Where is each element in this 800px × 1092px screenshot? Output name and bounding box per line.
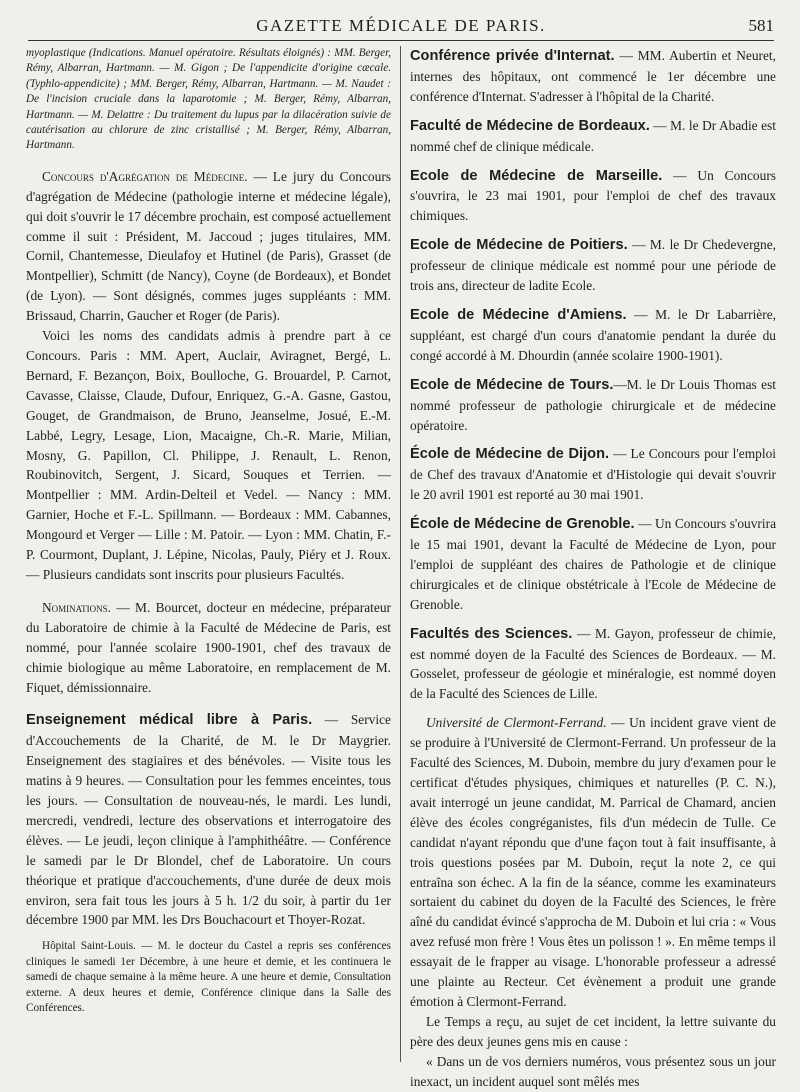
- column-rule: [400, 46, 401, 1062]
- internat-paragraph: [410, 46, 776, 107]
- candidates-paragraph: Voici les noms des candidats admis à prendre part à ce Concours. Paris : MM. Apert, Auclair, Aviragnet, Bergé, L. Bernard, F. Bezançon, Boix, Boulloche, G. Brouardel, P. Carnot, Cavasse, Claisse, Claude, Dufour, Enriquez, G.-A. Gasne, Gastou, Gouget, de Grandmaison, de Bruno, Jeanselme, Josué, E.-M. Labbé, Legry, Lesage, Lion, Macaigne, Ch.-R. Marie, Milian, Mosny, G. Papillon, Cl. Philippe, J. Renault, L. Renon, Roubinovitch, Sergent, J. Sicard, Souques et Terrien. — Montpellier : MM. Ardin-Delteil et Vedel. — Nancy : MM. Garnier, Hoche et F.-L. Spillmann. — Bordeaux : MM. Cabannes, Mongourd et Verger — Lille : M. Patoir. — Lyon : MM. Chatin, F.-P. Courmont, Duplant, J. Lépine, Nicolas, Pauly, Piéry et J. Roux. — Plusieurs candidats sont inscrits pour plusieurs Facultés.: [26, 328, 391, 582]
- agregation-title: Concours d'Agrégation de Médecine.: [42, 168, 248, 184]
- marseille-paragraph: [410, 166, 776, 227]
- poitiers-paragraph: [410, 235, 776, 296]
- dijon-body: — Le Concours pour l'emploi de Chef des travaux d'Anatomie et d'Histologie qui devait s'ouvrir le 20 avril 1901 est reporté au 30 mai 1901.: [410, 446, 776, 503]
- temps-paragraph: Le Temps a reçu, au sujet de cet incident, la lettre suivante du père des deux jeunes gens mis en cause :: [410, 1013, 776, 1049]
- enseignement-body: — Service d'Accouchements de la Charité, de M. le Dr Maygrier. Enseignement des stagiaires et des bénévoles. — Visite tous les matins à 9 heures. — Consultation pour les femmes enceintes, tous les jours. — Consultation de nouveau-nés, le mardi. Les lundi, mercredi, vendredi, lecture des observations et interrogatoire des élèves. — Le jeudi, leçon clinique à l'amphithéâtre. — Conférence le samedi par le Dr Blondel, chef de Laboratoire. Un cours théorique et pratique d'accouchements, d'une durée de deux mois environ, sera fait tous les jours à 5 h. 1/2 du soir, à partir du 1er décembre 1900 par MM. les Drs Bouchacourt et Thoyer-Rozat.: [26, 712, 391, 928]
- nominations-title: Nominations.: [42, 599, 112, 615]
- clermont-paragraph: [410, 713, 776, 1012]
- tours-title: Ecole de Médecine de Tours.: [410, 376, 614, 393]
- sciences-paragraph: [410, 624, 776, 705]
- enseignement-paragraph: [26, 710, 391, 930]
- poitiers-title: Ecole de Médecine de Poitiers.: [410, 237, 628, 254]
- poitiers-body: — M. le Dr Chedevergne, professeur de clinique médicale est nommé pour une période de trois ans, directeur de ladite Ecole.: [410, 237, 776, 294]
- amiens-paragraph: [410, 305, 776, 366]
- thesis-list-continuation: myoplastique (Indications. Manuel opératoire. Résultats éloignés) : MM. Berger, Rémy, Albarran, Hartmann. — M. Gigon ; De l'appendicite d'origine cæcale. (Typhlo-appendicite) ; MM. Berger, Rémy, Albarran, Hartmann. — M. Naudet : De l'incision cruciale dans la laparotomie ; M. Berger, Rémy, Albarran, Hartmann. — M. Delattre : Du traitement du lupus par la dilacération suivie de cautérisation au chlorure de zinc cristallisé ; M. Berger, Rémy, Albarran, Hartmann.: [26, 47, 391, 152]
- letter-quote: « Dans un de vos derniers numéros, vous présentez sous un jour inexact, un incident auquel sont mêlés mes: [410, 1053, 776, 1089]
- right-column: [410, 46, 776, 1092]
- hopital-saint-louis-note: Hôpital Saint-Louis. — M. le docteur du Castel a repris ses conférences cliniques le samedi 1er Décembre, à une heure et demie, et les continuera le samedi de chaque semaine à la même heure. A une heure et demie, Consultation externe. A deux heures et demie, Conférence clinique dans la Salle des Conférences.: [26, 940, 391, 1014]
- tours-body: —M. le Dr Louis Thomas est nommé professeur de pathologie chirurgicale et de médecine opératoire.: [410, 376, 776, 433]
- internat-title: Conférence privée d'Internat.: [410, 48, 615, 64]
- left-column: [26, 46, 391, 1016]
- tours-paragraph: [410, 375, 776, 436]
- agregation-paragraph: [26, 167, 391, 326]
- sciences-title: Facultés des Sciences.: [410, 625, 573, 642]
- grenoble-body: — Un Concours s'ouvrira le 15 mai 1901, devant la Faculté de Médecine de Lyon, pour l'emploi de suppléant des chaires de Pathologie et de clinique chirurgicales et de clinique obstétricale à l'Ecole de Médecine de Grenoble.: [410, 516, 777, 612]
- enseignement-title: Enseignement médical libre à Paris.: [26, 712, 313, 729]
- agregation-body: — Le jury du Concours d'agrégation de Médecine (pathologie interne et médecine légale), qui doit s'ouvrir le 17 décembre prochain, est composé actuellement comme il suit : Président, M. Jaccoud ; juges titulaires, MM. Cornil, Chantemesse, Dieulafoy et Hutinel (de Paris), Grasset (de Montpellier), Schmitt (de Nancy), Coyne (de Bordeaux), et Bondet (de Lyon). — Sont désignés, commes juges suppléants : MM. Brissaud, Charrin, Gaucher et Roger (de Paris).: [26, 168, 391, 324]
- nominations-paragraph: [26, 598, 391, 698]
- clermont-title: Université de Clermont-Ferrand.: [426, 715, 607, 731]
- grenoble-title: École de Médecine de Grenoble.: [410, 516, 635, 533]
- bordeaux-title: Faculté de Médecine de Bordeaux.: [410, 117, 650, 134]
- grenoble-paragraph: [410, 514, 776, 615]
- dijon-title: École de Médecine de Dijon.: [410, 446, 610, 463]
- clermont-body: — Un incident grave vient de se produire à l'Université de Clermont-Ferrand. Un professeur de la Faculté des Sciences, M. Duboin, membre du jury d'examen pour le certificat d'études physiques, chimiques et naturelles (P. C. N.), avait interrogé un jeune candidat, M. Parrical de Chamard, ancien élève des écoles congréganistes, fils d'un médecin de Tulle. Ce candidat n'ayant répondu que d'une façon tout à fait insuffisante, à trois questions posées par M. Duboin, reçut la note 2, ce qui entraîna son échec. A la fin de la séance, comme les examinateurs sortaient du cabinet du doyen de la Faculté des Sciences, le frère aîné du candidat évincé s'approcha de M. Duboin et lui cria : « Vous avez refusé mon frère ! Vous êtes un polisson ! ». En même temps il essayait de le frapper au visage. L'honorable professeur a adressé une plainte au Recteur. Cet évènement a produit une grande émotion à Clermont-Ferrand.: [410, 715, 776, 1009]
- page-header: [28, 14, 774, 41]
- marseille-title: Ecole de Médecine de Marseille.: [410, 167, 663, 184]
- bordeaux-paragraph: [410, 116, 776, 157]
- marseille-body: — Un Concours s'ouvrira, le 23 mai 1901, pour l'emploi de chef des travaux chimiques.: [410, 167, 776, 224]
- internat-body: — MM. Aubertin et Neuret, internes des hôpitaux, ont commencé le 1er décembre une conférence d'Internat. S'adresser à l'hôpital de la Charité.: [410, 48, 776, 104]
- amiens-body: — M. le Dr Labarrière, suppléant, est chargé d'un cours d'anatomie pendant la durée du congé accordé à M. Dhourdin (année scolaire 1900-1901).: [410, 306, 776, 363]
- journal-title: GAZETTE MÉDICALE DE PARIS.: [256, 16, 546, 35]
- page-number: 581: [748, 16, 774, 35]
- amiens-title: Ecole de Médecine d'Amiens.: [410, 306, 627, 323]
- bordeaux-body: — M. le Dr Abadie est nommé chef de clinique médicale.: [410, 117, 776, 154]
- dijon-paragraph: [410, 444, 776, 505]
- sciences-body: — M. Gayon, professeur de chimie, est nommé doyen de la Faculté des Sciences de Bordeaux. — M. Gosselet, professeur de géologie et minéralogie, est nommé doyen de la Faculté des Sciences de Lille.: [410, 625, 776, 702]
- nominations-body: — M. Bourcet, docteur en médecine, préparateur du Laboratoire de chimie à la Faculté de Médecine de Paris, est nommé, pour l'année scolaire 1900-1901, chef des travaux de chimie biologique au même Laboratoire, en remplacement de M. Fiquet, démissionnaire.: [26, 599, 391, 695]
